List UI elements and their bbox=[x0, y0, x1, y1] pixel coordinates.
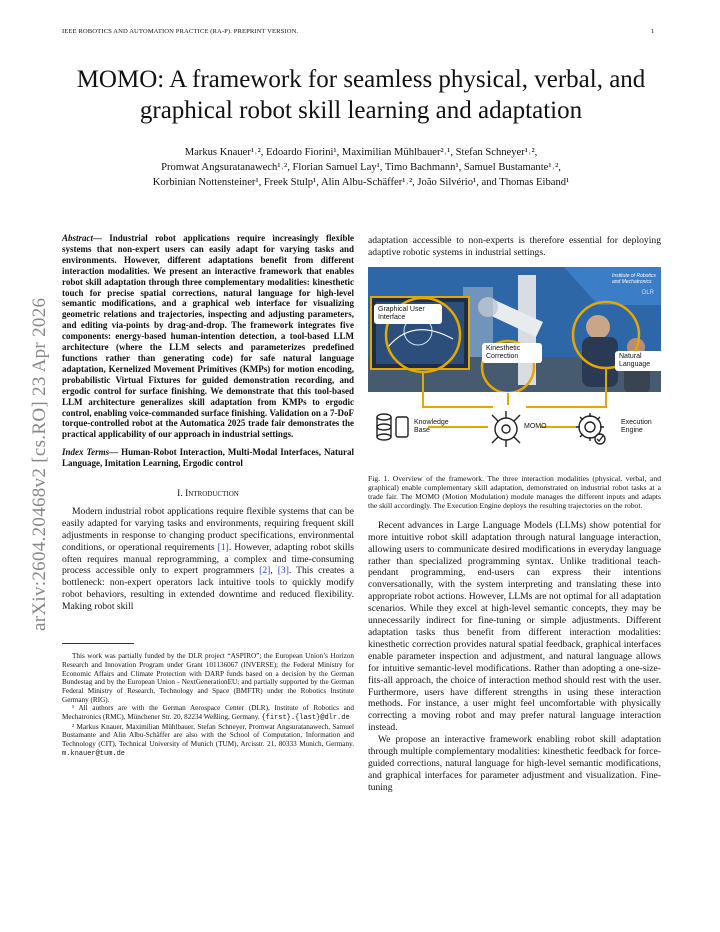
arxiv-stamp: arXiv:2604.20468v2 [cs.RO] 23 Apr 2026 bbox=[29, 297, 50, 631]
citation-link[interactable]: [3] bbox=[277, 565, 289, 577]
running-header: IEEE ROBOTICS AND AUTOMATION PRACTICE (RA-P). PREPRINT VERSION. bbox=[62, 28, 299, 35]
citation-link[interactable]: [1] bbox=[217, 541, 229, 553]
label-banner: Institute of Robotics and Mechatronics bbox=[612, 272, 656, 285]
figure-1 bbox=[368, 267, 661, 465]
email-pattern: {first}.{last}@dlr.de bbox=[261, 714, 350, 723]
index-terms-text: Human-Robot Interaction, Multi-Modal Interfaces, Natural Language, Imitation Learning, Ergodic control bbox=[62, 447, 355, 469]
page-number: 1 bbox=[651, 28, 655, 35]
label-dlr: DLR bbox=[642, 289, 655, 296]
label-kinesthetic: Kinesthetic Correction bbox=[482, 343, 542, 363]
section-heading: I. Introduction bbox=[177, 489, 239, 500]
intro-paragraph: Modern industrial robot applications require flexible systems that can be easily adapted for varying tasks and environments, requiring frequent skill adjustments in response to changing product specifications, environmental conditions, or operational requirements [1]. However, adapting robot skills often requires manual reprogramming, a complex and time-consuming process accessible only to expert programmers [2], [3]. This creates a bottleneck: non-expert operators lack intuitive tools to quickly modify robot behaviors, resulting in extended downtime and reduced flexibility. Making robot skill bbox=[62, 505, 354, 613]
author-line-2: Promwat Angsuratanawech¹˒², Florian Samuel Lay¹, Timo Bachmann¹, Samuel Bustamante¹˒², bbox=[161, 162, 561, 173]
label-momo: MOMO bbox=[524, 422, 547, 430]
contact-email: m.knauer@tum.de bbox=[62, 749, 126, 758]
citation-link[interactable]: [2] bbox=[259, 565, 271, 577]
right-column bbox=[368, 235, 661, 794]
author-list bbox=[62, 145, 660, 190]
label-knowledge-base: Knowledge Base bbox=[414, 418, 449, 434]
footnote-affiliation-2: ² Markus Knauer, Maximilian Mühlbauer, Stefan Schneyer, Promwat Angsuratanawech, Samuel Bustamante and Alin Albu-Schäffer are also with the School of Computation, Information and Technology (CIT), Technical University of Munich (TUM), Arcisstr. 21, 80333 Munich, Germany. m.knauer@tum.de bbox=[62, 722, 354, 758]
left-column bbox=[62, 233, 354, 759]
abstract-text: Industrial robot applications require increasingly flexible systems that non-expert users can easily adapt for varying tasks and environments. However, different adaptations benefit from different interaction modalities. We present an interactive framework that enables robot skill adaptation through three complementary modalities: kinesthetic touch for precise spatial corrections, natural language for high-level semantic modifications, and a graphical web interface for visualizing geometric relations and trajectories, inspecting and adjusting parameters, and editing via-points by drag-and-drop. The framework integrates five components: energy-based human-intention detection, a tool-based LLM architecture (where the LLM selects and parameterizes predefined functions rather than generating code) for safe natural language adaptation, Kernelized Movement Primitives (KMPs) for motion encoding, probabilistic Virtual Fixtures for guided demonstration recording, and ergodic control for surface finishing. We demonstrate that this tool-based LLM architecture generalizes skill adaptation from KMPs to ergodic control, enabling voice-commanded surface finishing. Validation on a 7-DoF torque-controlled robot at the Automatica 2025 trade fair demonstrates the practical applicability of our approach in industrial settings. bbox=[62, 233, 355, 440]
footnote-rule bbox=[62, 643, 134, 644]
label-gui: Graphical User Interface bbox=[374, 304, 442, 324]
index-terms bbox=[62, 447, 354, 469]
footnote-affiliation-1: ¹ All authors are with the German Aerospace Center (DLR), Institute of Robotics and Mechatronics (RMC), Münchener Str. 20, 82234 Weßling, Germany. {first}.{last}@dlr.de bbox=[62, 704, 354, 723]
index-terms-label: Index Terms— bbox=[62, 447, 119, 458]
author-line-3: Korbinian Nottensteiner¹, Freek Stulp¹, Alin Albu-Schäffer¹˒², João Silvério¹, and Thomas Eiband¹ bbox=[152, 177, 570, 188]
continued-paragraph: adaptation accessible to non-experts is therefore essential for deploying adaptive robotic systems in industrial settings. bbox=[368, 235, 661, 258]
intro-paragraph-3: We propose an interactive framework enabling robot skill adaptation through multiple complementary modalities: kinesthetic feedback for force-guided corrections, natural language for high-level semantic modifications, and graphical interfaces for parameter adjustment and visualization. Fine-tuning bbox=[368, 734, 661, 793]
label-execution-engine: Execution Engine bbox=[621, 418, 652, 434]
footnote-funding: This work was partially funded by the DLR project “ASPIRO”; the European Union’s Horizon Research and Innovation Program under Grant 101136067 (INVERSE); the Federal Ministry for Economic Affairs and Climate Protection with DARP funds based on a decision by the German Bundestag and by the European Union - NextGenerationEU; and partially supported by the German Federal Ministry of Research, Technology and Space (BMFTR) under the Robotics Institute Germany (RIG). bbox=[62, 652, 354, 704]
paper-title: MOMO: A framework for seamless physical, verbal, and graphical robot skill learning and adaptation bbox=[76, 66, 646, 124]
intro-paragraph-2: Recent advances in Large Language Models (LLMs) show potential for more intuitive robot skill adaptation through natural language interaction, allowing users to communicate desired modifications in everyday language rather than specialized programming syntax. Unlike traditional teach-pendant programming, end-users can express their intentions conversationally, with the system interpreting and translating these into appropriate robot actions. However, LLMs are not optimal for all adaptation scenarios. While they excel at high-level semantic concepts, they may be unnecessarily indirect for fine-tuning or simple adjustments. Different adaptation tasks thus benefit from different interaction modalities: kinesthetic correction provides natural spatial feedback, graphical interfaces enable parameter inspection and adjustment, and natural language allows for intuitive semantic-level modifications. Rather than adopting a one-size-fits-all approach, the choice of interaction method should rest with the user. Furthermore, users have different strengths in using these interaction methods. For instance, a user might feel uncomfortable with physically correcting a moving robot and may prefer natural language interaction instead. bbox=[368, 519, 661, 734]
abstract bbox=[62, 233, 354, 440]
figure-caption: Fig. 1. Overview of the framework. The three interaction modalities (physical, verbal, and graphical) enable complementary skill adaptation, demonstrated on industrial robot tasks at a trade fair. The MOMO (Motion Modulation) module manages the different inputs and adapts the skill accordingly. The Execution Engine deploys the resulting trajectories on the robot. bbox=[368, 473, 661, 510]
label-natural-language: Natural Language bbox=[615, 351, 661, 371]
abstract-label: Abstract— bbox=[62, 233, 103, 243]
author-line-1: Markus Knauer¹˒², Edoardo Fiorini¹, Maximilian Mühlbauer²˒¹, Stefan Schneyer¹˒², bbox=[184, 147, 538, 158]
